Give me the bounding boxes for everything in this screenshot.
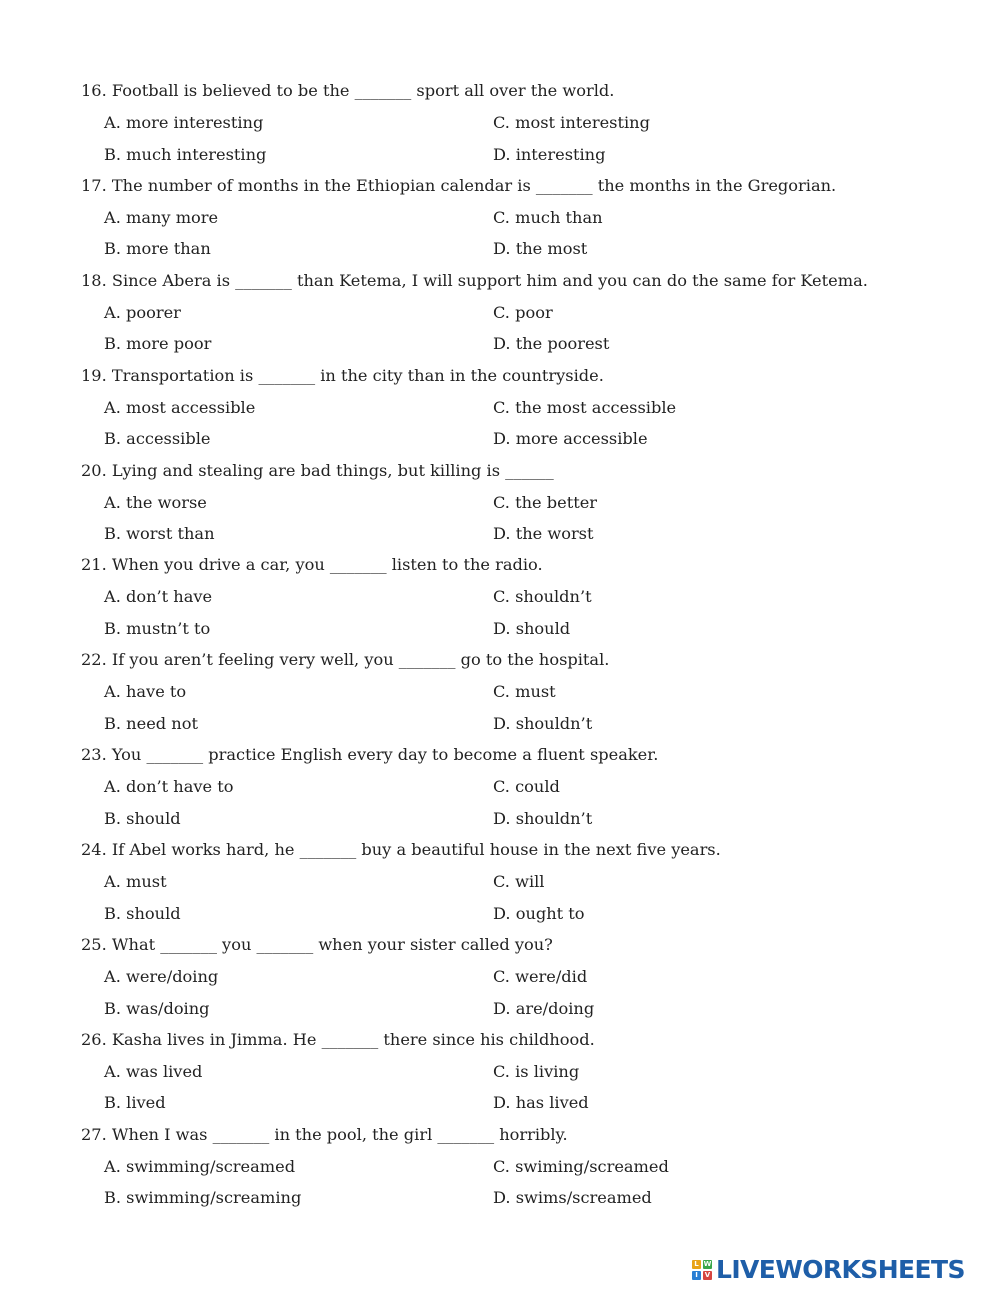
option-d: D. swims/screamed xyxy=(493,1188,652,1208)
option-d: D. more accessible xyxy=(493,429,648,449)
option-b: B. accessible xyxy=(104,429,211,449)
option-c: C. much than xyxy=(493,207,603,227)
option-c: C. the most accessible xyxy=(493,397,677,417)
question-stem: 25. What _______ you _______ when your sister called you? xyxy=(81,935,553,955)
option-a: A. more interesting xyxy=(104,113,264,132)
option-b: B. lived xyxy=(104,1093,166,1113)
option-b: B. much interesting xyxy=(104,144,267,164)
option-b: B. was/doing xyxy=(104,998,210,1018)
option-c: C. swiming/screamed xyxy=(493,1156,669,1176)
option-d: D. shouldn’t xyxy=(493,713,593,733)
option-d: D. shouldn’t xyxy=(493,808,593,828)
question-item xyxy=(0,646,1000,741)
logo-mark-tile: L xyxy=(692,1260,701,1269)
question-item xyxy=(0,551,1000,646)
option-c: C. poor xyxy=(493,302,553,322)
question-stem: 22. If you aren’t feeling very well, you _______ go to the hospital. xyxy=(81,650,610,670)
logo-mark-tile: V xyxy=(704,1271,711,1279)
option-d: D. are/doing xyxy=(493,998,595,1018)
option-d: D. should xyxy=(493,618,571,638)
liveworksheets-logo xyxy=(692,1256,965,1284)
option-a: A. have to xyxy=(104,682,187,702)
option-b: B. swimming/screaming xyxy=(104,1188,302,1208)
question-item xyxy=(0,836,1000,931)
question-stem: 16. Football is believed to be the _______ sport all over the world. xyxy=(81,81,615,100)
question-item xyxy=(0,267,1000,362)
question-stem: 21. When you drive a car, you _______ listen to the radio. xyxy=(81,555,543,575)
question-stem: 18. Since Abera is _______ than Ketema, I will support him and you can do the same for Ketema. xyxy=(81,270,868,290)
option-a: A. don’t have xyxy=(104,587,213,607)
question-stem: 26. Kasha lives in Jimma. He _______ there since his childhood. xyxy=(81,1029,595,1049)
option-a: A. poorer xyxy=(104,302,181,322)
logo-mark-tile: I xyxy=(692,1271,701,1280)
option-a: A. swimming/screamed xyxy=(104,1156,296,1176)
option-d: D. the worst xyxy=(493,524,594,544)
option-b: B. more poor xyxy=(104,334,212,354)
option-c: C. is living xyxy=(493,1061,580,1081)
option-a: A. most accessible xyxy=(104,397,256,417)
option-c: C. shouldn’t xyxy=(493,587,592,607)
question-stem: 17. The number of months in the Ethiopian calendar is _______ the months in the Gregorian. xyxy=(81,175,837,195)
option-a: A. the worse xyxy=(104,492,207,512)
option-c: C. most interesting xyxy=(493,113,650,132)
question-stem: 20. Lying and stealing are bad things, but killing is ______ xyxy=(81,460,554,480)
option-c: C. the better xyxy=(493,492,598,512)
question-item xyxy=(0,172,1000,267)
question-item xyxy=(0,1121,1000,1216)
option-d: D. ought to xyxy=(493,903,585,923)
option-a: A. were/doing xyxy=(104,967,219,987)
option-d: D. the most xyxy=(493,239,588,259)
question-item xyxy=(0,931,1000,1026)
option-b: B. should xyxy=(104,903,181,923)
question-item xyxy=(0,457,1000,552)
option-c: C. could xyxy=(493,777,560,797)
option-c: C. must xyxy=(493,682,556,702)
logo-mark-tile: W xyxy=(703,1260,712,1268)
option-d: D. interesting xyxy=(493,144,606,164)
question-item xyxy=(0,741,1000,836)
logo-text: LIVEWORKSHEETS xyxy=(716,1255,965,1284)
logo-mark-icon xyxy=(692,1260,712,1280)
option-d: D. the poorest xyxy=(493,334,610,354)
option-a: A. was lived xyxy=(104,1061,203,1081)
option-a: A. must xyxy=(104,872,167,892)
question-stem: 27. When I was _______ in the pool, the girl _______ horribly. xyxy=(81,1124,568,1144)
question-list xyxy=(0,77,1000,1216)
option-b: B. mustn’t to xyxy=(104,618,211,638)
question-stem: 19. Transportation is _______ in the city than in the countryside. xyxy=(81,365,604,385)
option-c: C. will xyxy=(493,872,545,892)
question-item xyxy=(0,362,1000,457)
option-b: B. should xyxy=(104,808,181,828)
option-d: D. has lived xyxy=(493,1093,589,1113)
option-b: B. worst than xyxy=(104,524,215,544)
option-c: C. were/did xyxy=(493,967,588,987)
option-a: A. many more xyxy=(104,207,219,227)
option-b: B. need not xyxy=(104,713,198,733)
question-stem: 23. You _______ practice English every day to become a fluent speaker. xyxy=(81,745,659,765)
question-item xyxy=(0,1026,1000,1121)
option-a: A. don’t have to xyxy=(104,777,234,797)
option-b: B. more than xyxy=(104,239,211,259)
question-item xyxy=(0,77,1000,172)
question-stem: 24. If Abel works hard, he _______ buy a beautiful house in the next five years. xyxy=(81,840,721,860)
